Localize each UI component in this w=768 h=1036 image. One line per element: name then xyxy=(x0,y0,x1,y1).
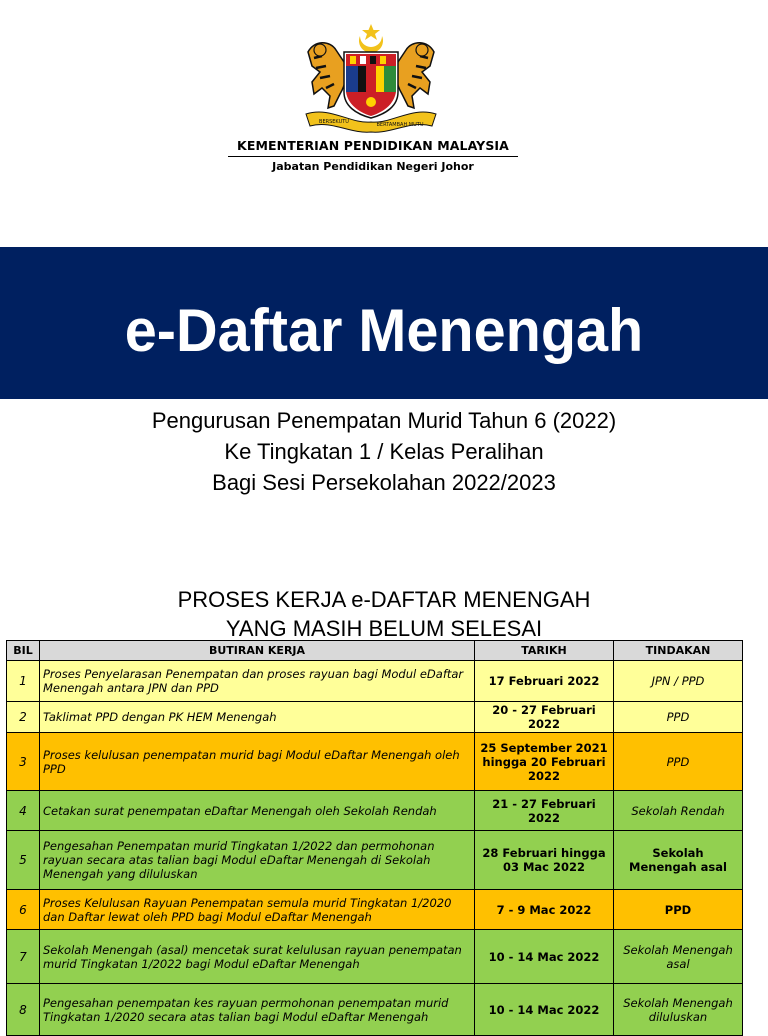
row-tarikh: 17 Februari 2022 xyxy=(475,661,614,702)
process-title-line-1: PROSES KERJA e-DAFTAR MENENGAH xyxy=(177,587,591,612)
header-divider xyxy=(228,156,518,157)
coat-of-arms-logo xyxy=(300,22,442,134)
row-tarikh: 10 - 14 Mac 2022 xyxy=(475,984,614,1036)
process-title-line-2: YANG MASIH BELUM SELESAI xyxy=(225,616,543,637)
row-bil: 1 xyxy=(7,661,40,702)
row-butiran: Proses kelulusan penempatan murid bagi Modul eDaftar Menengah oleh PPD xyxy=(40,733,475,791)
table-row xyxy=(7,930,743,984)
row-butiran: Taklimat PPD dengan PK HEM Menengah xyxy=(40,702,475,733)
row-tarikh: 28 Februari hingga 03 Mac 2022 xyxy=(475,831,614,890)
subtitle-block xyxy=(0,405,768,498)
row-butiran: Sekolah Menengah (asal) mencetak surat kelulusan rayuan penempatan murid Tingkatan 1/2022 bagi Modul eDaftar Menengah xyxy=(40,930,475,984)
row-butiran: Pengesahan Penempatan murid Tingkatan 1/2022 dan permohonan rayuan secara atas talian bagi Modul eDaftar Menengah di Sekolah Menengah yang diluluskan xyxy=(40,831,475,890)
row-butiran: Proses Kelulusan Rayuan Penempatan semula murid Tingkatan 1/2020 dan Daftar lewat oleh PPD bagi Modul eDaftar Menengah xyxy=(40,890,475,930)
row-tindakan: Sekolah Menengah asal xyxy=(614,831,743,890)
subtitle-line-2: Ke Tingkatan 1 / Kelas Peralihan xyxy=(224,439,544,464)
work-process-table xyxy=(6,640,743,1036)
motto-right-text: BERTAMBAH MUTU xyxy=(376,122,424,128)
table-row xyxy=(7,831,743,890)
row-tarikh: 20 - 27 Februari 2022 xyxy=(475,702,614,733)
row-tindakan: PPD xyxy=(614,890,743,930)
motto-left-text: BERSEKUTU xyxy=(319,119,349,125)
row-butiran: Proses Penyelarasan Penempatan dan proses rayuan bagi Modul eDaftar Menengah antara JPN dan PPD xyxy=(40,661,475,702)
row-bil: 6 xyxy=(7,890,40,930)
ministry-name: KEMENTERIAN PENDIDIKAN MALAYSIA xyxy=(237,138,509,153)
table-row xyxy=(7,733,743,791)
row-bil: 5 xyxy=(7,831,40,890)
department-name: Jabatan Pendidikan Negeri Johor xyxy=(272,160,474,173)
row-bil: 7 xyxy=(7,930,40,984)
table-header-row xyxy=(7,641,743,661)
row-tindakan: PPD xyxy=(614,733,743,791)
process-title xyxy=(0,585,768,637)
subtitle-line-1: Pengurusan Penempatan Murid Tahun 6 (2022) xyxy=(151,408,617,433)
header-tindakan: TINDAKAN xyxy=(614,641,743,661)
row-bil: 8 xyxy=(7,984,40,1036)
header-bil: BIL xyxy=(7,641,40,661)
table-row xyxy=(7,702,743,733)
header-tarikh: TARIKH xyxy=(475,641,614,661)
page-title: e-Daftar Menengah xyxy=(124,297,644,364)
row-bil: 3 xyxy=(7,733,40,791)
row-tarikh: 21 - 27 Februari 2022 xyxy=(475,791,614,831)
row-tindakan: Sekolah Menengah asal xyxy=(614,930,743,984)
row-tarikh: 10 - 14 Mac 2022 xyxy=(475,930,614,984)
table-row xyxy=(7,661,743,702)
table-row xyxy=(7,984,743,1036)
row-butiran: Cetakan surat penempatan eDaftar Menengah oleh Sekolah Rendah xyxy=(40,791,475,831)
subtitle-line-3: Bagi Sesi Persekolahan 2022/2023 xyxy=(212,470,556,495)
row-bil: 2 xyxy=(7,702,40,733)
table-row xyxy=(7,890,743,930)
row-bil: 4 xyxy=(7,791,40,831)
row-tarikh: 7 - 9 Mac 2022 xyxy=(475,890,614,930)
row-butiran: Pengesahan penempatan kes rayuan permohonan penempatan murid Tingkatan 1/2020 secara atas talian bagi Modul eDaftar Menengah xyxy=(40,984,475,1036)
row-tindakan: PPD xyxy=(614,702,743,733)
row-tarikh: 25 September 2021 hingga 20 Februari 2022 xyxy=(475,733,614,791)
table-row xyxy=(7,791,743,831)
row-tindakan: Sekolah Rendah xyxy=(614,791,743,831)
row-tindakan: Sekolah Menengah diluluskan xyxy=(614,984,743,1036)
row-tindakan: JPN / PPD xyxy=(614,661,743,702)
header-butiran: BUTIRAN KERJA xyxy=(40,641,475,661)
